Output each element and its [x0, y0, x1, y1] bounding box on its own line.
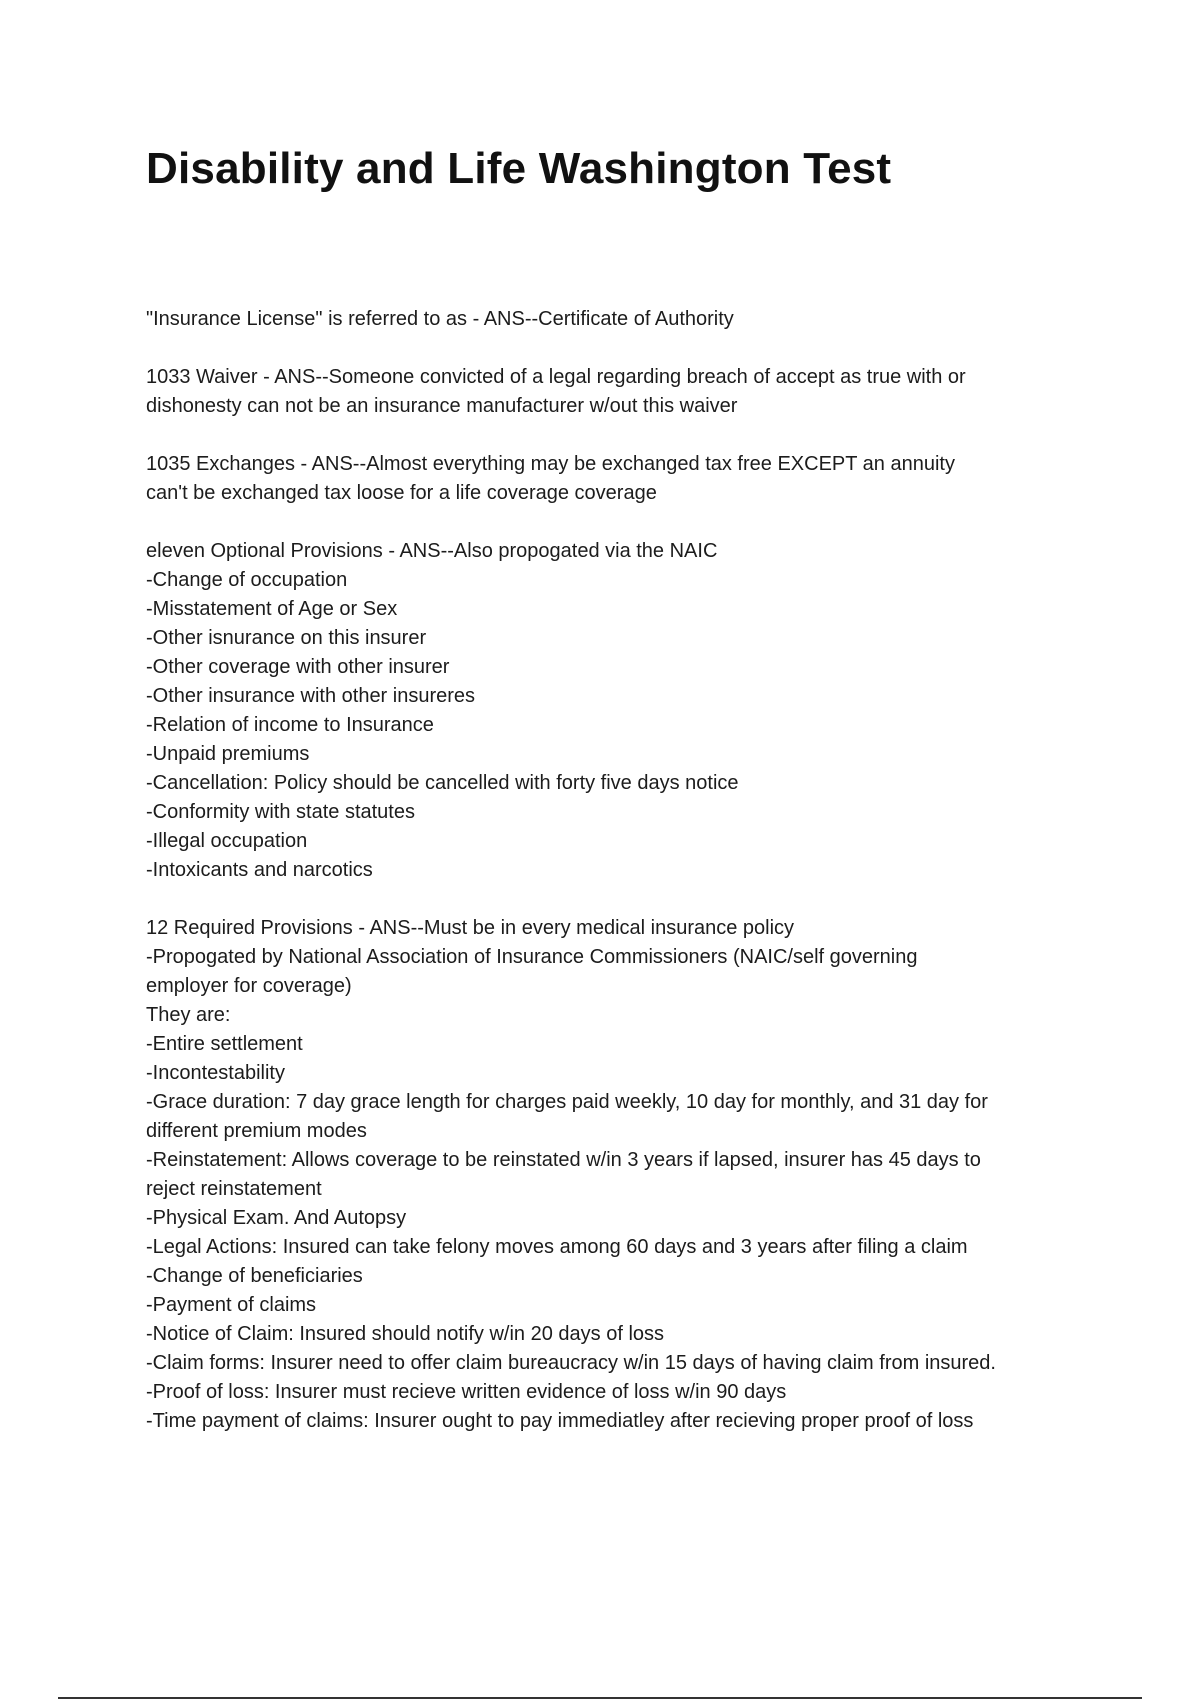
list-item: -Payment of claims — [146, 1294, 317, 1316]
qa-block-1035-exchanges — [146, 450, 1106, 508]
list-item: -Claim forms: Insurer need to offer claim bureaucracy w/in 15 days of having claim from insured. — [146, 1352, 996, 1374]
text-line: 12 Required Provisions - ANS--Must be in every medical insurance policy — [146, 917, 795, 939]
qa-block-insurance-license — [146, 305, 1106, 334]
text-line: reject reinstatement — [146, 1178, 322, 1200]
list-item: -Other insurance with other insureres — [146, 685, 476, 707]
list-item: -Propogated by National Association of Insurance Commissioners (NAIC/self governing — [146, 946, 918, 968]
list-item: -Change of occupation — [146, 569, 348, 591]
list-item: -Notice of Claim: Insured should notify w/in 20 days of loss — [146, 1323, 665, 1345]
list-item: -Time payment of claims: Insurer ought to pay immediatley after recieving proper proof of loss — [146, 1410, 974, 1432]
text-line: different premium modes — [146, 1120, 367, 1142]
list-item: -Grace duration: 7 day grace length for charges paid weekly, 10 day for monthly, and 31 day for — [146, 1091, 988, 1113]
list-item: -Incontestability — [146, 1062, 285, 1084]
list-item: -Cancellation: Policy should be cancelled with forty five days notice — [146, 772, 739, 794]
text-line: dishonesty can not be an insurance manufacturer w/out this waiver — [146, 395, 738, 417]
list-item: -Other isnurance on this insurer — [146, 627, 427, 649]
text-line: 1035 Exchanges - ANS--Almost everything may be exchanged tax free EXCEPT an annuity — [146, 453, 955, 475]
list-item: -Reinstatement: Allows coverage to be reinstated w/in 3 years if lapsed, insurer has 45 days to — [146, 1149, 981, 1171]
list-item: -Misstatement of Age or Sex — [146, 598, 398, 620]
text-line: employer for coverage) — [146, 975, 352, 997]
list-item: -Unpaid premiums — [146, 743, 310, 765]
text-line: eleven Optional Provisions - ANS--Also propogated via the NAIC — [146, 540, 718, 562]
list-item: -Illegal occupation — [146, 830, 308, 852]
qa-block-1033-waiver — [146, 363, 1106, 421]
text-line: They are: — [146, 1004, 231, 1026]
page-title: Disability and Life Washington Test — [146, 144, 892, 193]
list-item: -Intoxicants and narcotics — [146, 859, 373, 881]
text-line: 1033 Waiver - ANS--Someone convicted of a legal regarding breach of accept as true with or — [146, 366, 966, 388]
qa-block-required-provisions — [146, 914, 1106, 1436]
document-body — [146, 305, 1106, 1465]
list-item: -Change of beneficiaries — [146, 1265, 363, 1287]
qa-block-optional-provisions — [146, 537, 1106, 885]
list-item: -Entire settlement — [146, 1033, 303, 1055]
list-item: -Proof of loss: Insurer must recieve written evidence of loss w/in 90 days — [146, 1381, 787, 1403]
list-item: -Conformity with state statutes — [146, 801, 415, 823]
list-item: -Other coverage with other insurer — [146, 656, 450, 678]
list-item: -Relation of income to Insurance — [146, 714, 434, 736]
text-line: can't be exchanged tax loose for a life coverage coverage — [146, 482, 657, 504]
footer-divider — [58, 1697, 1142, 1699]
text-line: "Insurance License" is referred to as - ANS--Certificate of Authority — [146, 308, 734, 330]
list-item: -Physical Exam. And Autopsy — [146, 1207, 407, 1229]
list-item: -Legal Actions: Insured can take felony moves among 60 days and 3 years after filing a claim — [146, 1236, 968, 1258]
